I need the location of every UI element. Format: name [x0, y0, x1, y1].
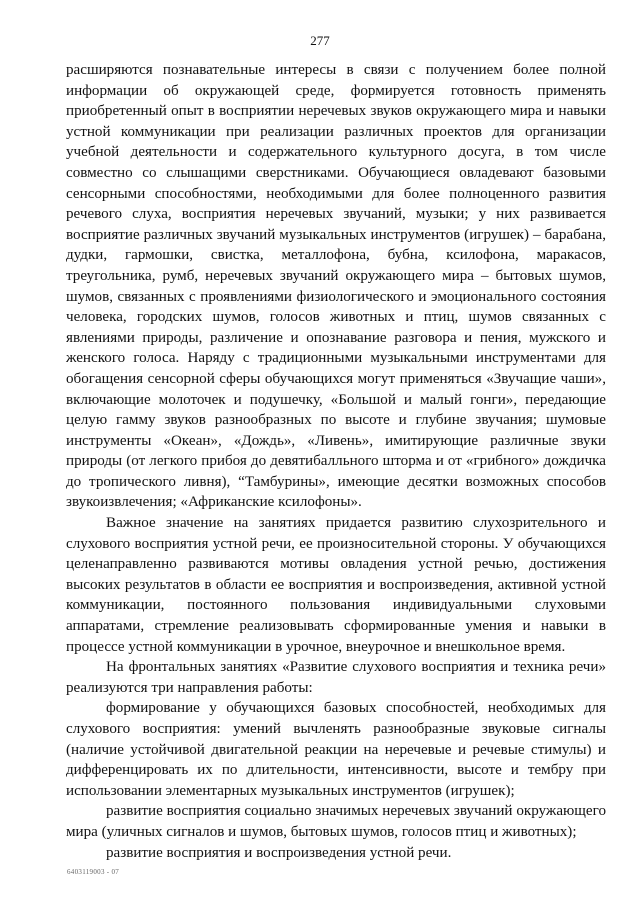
paragraph: развитие восприятия и воспроизведения устной речи. — [106, 844, 452, 861]
paragraph: На фронтальных занятиях «Развитие слухового восприятия и техника речи» реализуются три направления работы: — [66, 659, 606, 696]
paragraph: Важное значение на занятиях придается развитию слухозрительного и слухового восприятия устной речи, ее произносительной стороны. У обучающихся целенаправленно развиваются мотивы овладения устной речью, достижения высоких результатов в области ее восприятия и воспроизведения, активной устной коммуникации, постоянного пользования индивидуальными слуховыми аппаратами, стремление реализовывать сформированные умения и навыки в процессе устной коммуникации в урочное, внеурочное и внешкольное время. — [66, 515, 606, 655]
paragraph: развитие восприятия социально значимых неречевых звучаний окружающего мира (уличных сигналов и шумов, бытовых шумов, голосов птиц и животных); — [66, 803, 606, 840]
page-number: 277 — [310, 33, 330, 48]
document-footer-code: 6403119003 - 07 — [67, 868, 120, 876]
paragraph: формирование у обучающихся базовых способностей, необходимых для слухового восприятия: умений вычленять разнообразные звуковые сигналы (наличие устойчивой двигательной реакции на неречевые и речевые стимулы) и дифференцировать их по длительности, интенсивности, высоте и тембру при использовании элементарных музыкальных инструментов (игрушек); — [66, 700, 606, 799]
page-body — [66, 60, 606, 863]
paragraph: расширяются познавательные интересы в связи с получением более полной информации об окружающей среде, формируется готовность применять приобретенный опыт в восприятии неречевых звуков окружающего мира и навыки устной коммуникации при реализации различных проектов для организации учебной деятельности и содержательного культурного досуга, в том числе совместно со слышащими сверстниками. Обучающиеся овладевают базовыми сенсорными способностями, необходимыми для более полноценного развития речевого слуха, восприятия неречевых звучаний, музыки; у них развивается восприятие различных звучаний музыкальных инструментов (игрушек) – барабана, дудки, гармошки, свистка, металлофона, бубна, ксилофона, маракасов, треугольника, румб, неречевых звучаний окружающего мира – бытовых шумов, шумов, связанных с проявлениями физиологического и эмоционального состояния человека, городских шумов, голосов животных и птиц, шумов связанных с явлениями природы, различение и опознавание разговора и пения, мужского и женского голоса. Наряду с традиционными музыкальными инструментами для обогащения сенсорной сферы обучающихся могут применяться «Звучащие чаши», включающие молоточек и подушечку, «Большой и малый гонги», передающие целую гамму звуков разнообразных по высоте и глубине звучания; шумовые инструменты «Океан», «Дождь», «Ливень», имитирующие различные звуки природы (от легкого прибоя до девятибалльного шторма и от «грибного» дождичка до тропического ливня), “Тамбурины», имеющие десятки возможных способов звукоизвлечения; «Африканские ксилофоны». — [66, 62, 606, 511]
